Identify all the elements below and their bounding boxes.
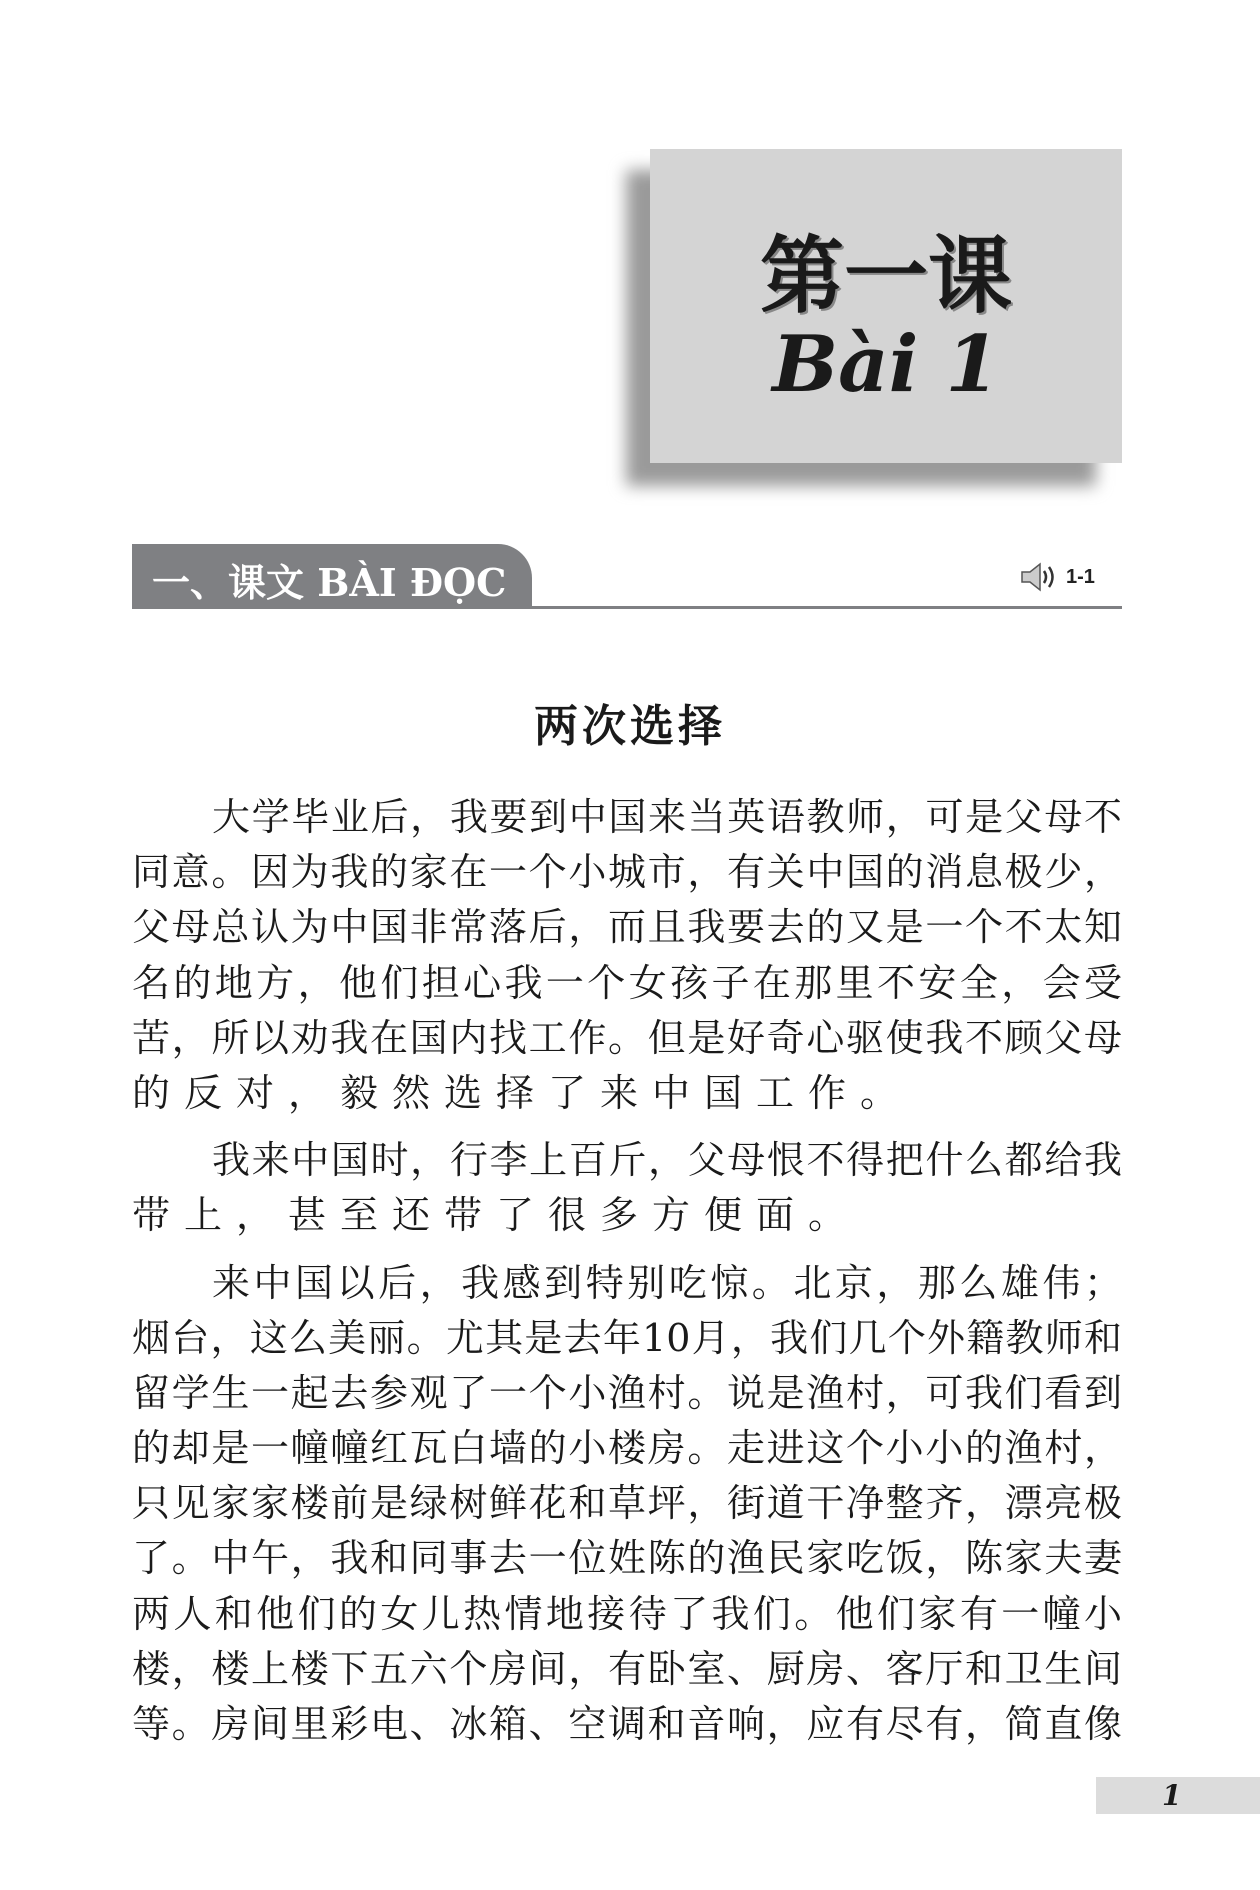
audio-track-button[interactable]: [1020, 562, 1095, 592]
section-banner: [132, 544, 532, 608]
text-line: 的反对，毅然选择了来中国工作。: [132, 1070, 913, 1115]
text-line: 楼，楼上楼下五六个房间，有卧室、厨房、客厅和卫生间: [132, 1646, 1122, 1691]
lesson-title-chinese: 第一课: [759, 227, 1012, 325]
text-line: 的却是一幢幢红瓦白墙的小楼房。走进这个小小的渔村，: [132, 1426, 1122, 1471]
text-line: 了。中午，我和同事去一位姓陈的渔民家吃饭，陈家夫妻: [132, 1536, 1122, 1581]
text-line: 大学毕业后，我要到中国来当英语教师，可是父母不: [212, 795, 1122, 839]
paragraph: [132, 1133, 1122, 1243]
paragraph: [132, 1256, 1122, 1753]
text-line: 只见家家楼前是绿树鲜花和草坪，街道干净整齐，漂亮极: [132, 1481, 1122, 1526]
text-line: 同意。因为我的家在一个小城市，有关中国的消息极少，: [132, 850, 1122, 895]
reading-title: 两次选择: [534, 701, 726, 752]
speaker-icon: [1020, 562, 1060, 592]
section-heading: 一、课文 BÀI ĐỌC: [152, 560, 507, 605]
audio-track-number: 1-1: [1066, 565, 1095, 588]
text-line: 来中国以后，我感到特别吃惊。北京，那么雄伟；: [212, 1260, 1122, 1305]
lesson-title-vietnamese: Bài 1: [772, 319, 1000, 410]
text-line: 苦，所以劝我在国内找工作。但是好奇心驱使我不顾父母: [132, 1015, 1122, 1060]
text-line: 等。房间里彩电、冰箱、空调和音响，应有尽有，简直像: [132, 1702, 1122, 1746]
text-line: 我来中国时，行李上百斤，父母恨不得把什么都给我: [212, 1138, 1122, 1183]
page-number: 1: [1162, 1779, 1182, 1812]
text-line: 名的地方，他们担心我一个女孩子在那里不安全，会受: [132, 960, 1122, 1005]
lesson-header-box: [650, 149, 1122, 463]
page-number-box: [1096, 1777, 1260, 1814]
section-divider: [132, 606, 1122, 609]
text-line: 带上，甚至还带了很多方便面。: [132, 1193, 861, 1238]
text-line: 两人和他们的女儿热情地接待了我们。他们家有一幢小: [132, 1591, 1122, 1636]
text-line: 烟台，这么美丽。尤其是去年10月，我们几个外籍教师和: [132, 1315, 1122, 1360]
reading-body: [132, 790, 1122, 1764]
text-line: 留学生一起去参观了一个小渔村。说是渔村，可我们看到: [132, 1370, 1122, 1415]
text-line: 父母总认为中国非常落后，而且我要去的又是一个不太知: [132, 905, 1122, 950]
paragraph: [132, 790, 1122, 1121]
